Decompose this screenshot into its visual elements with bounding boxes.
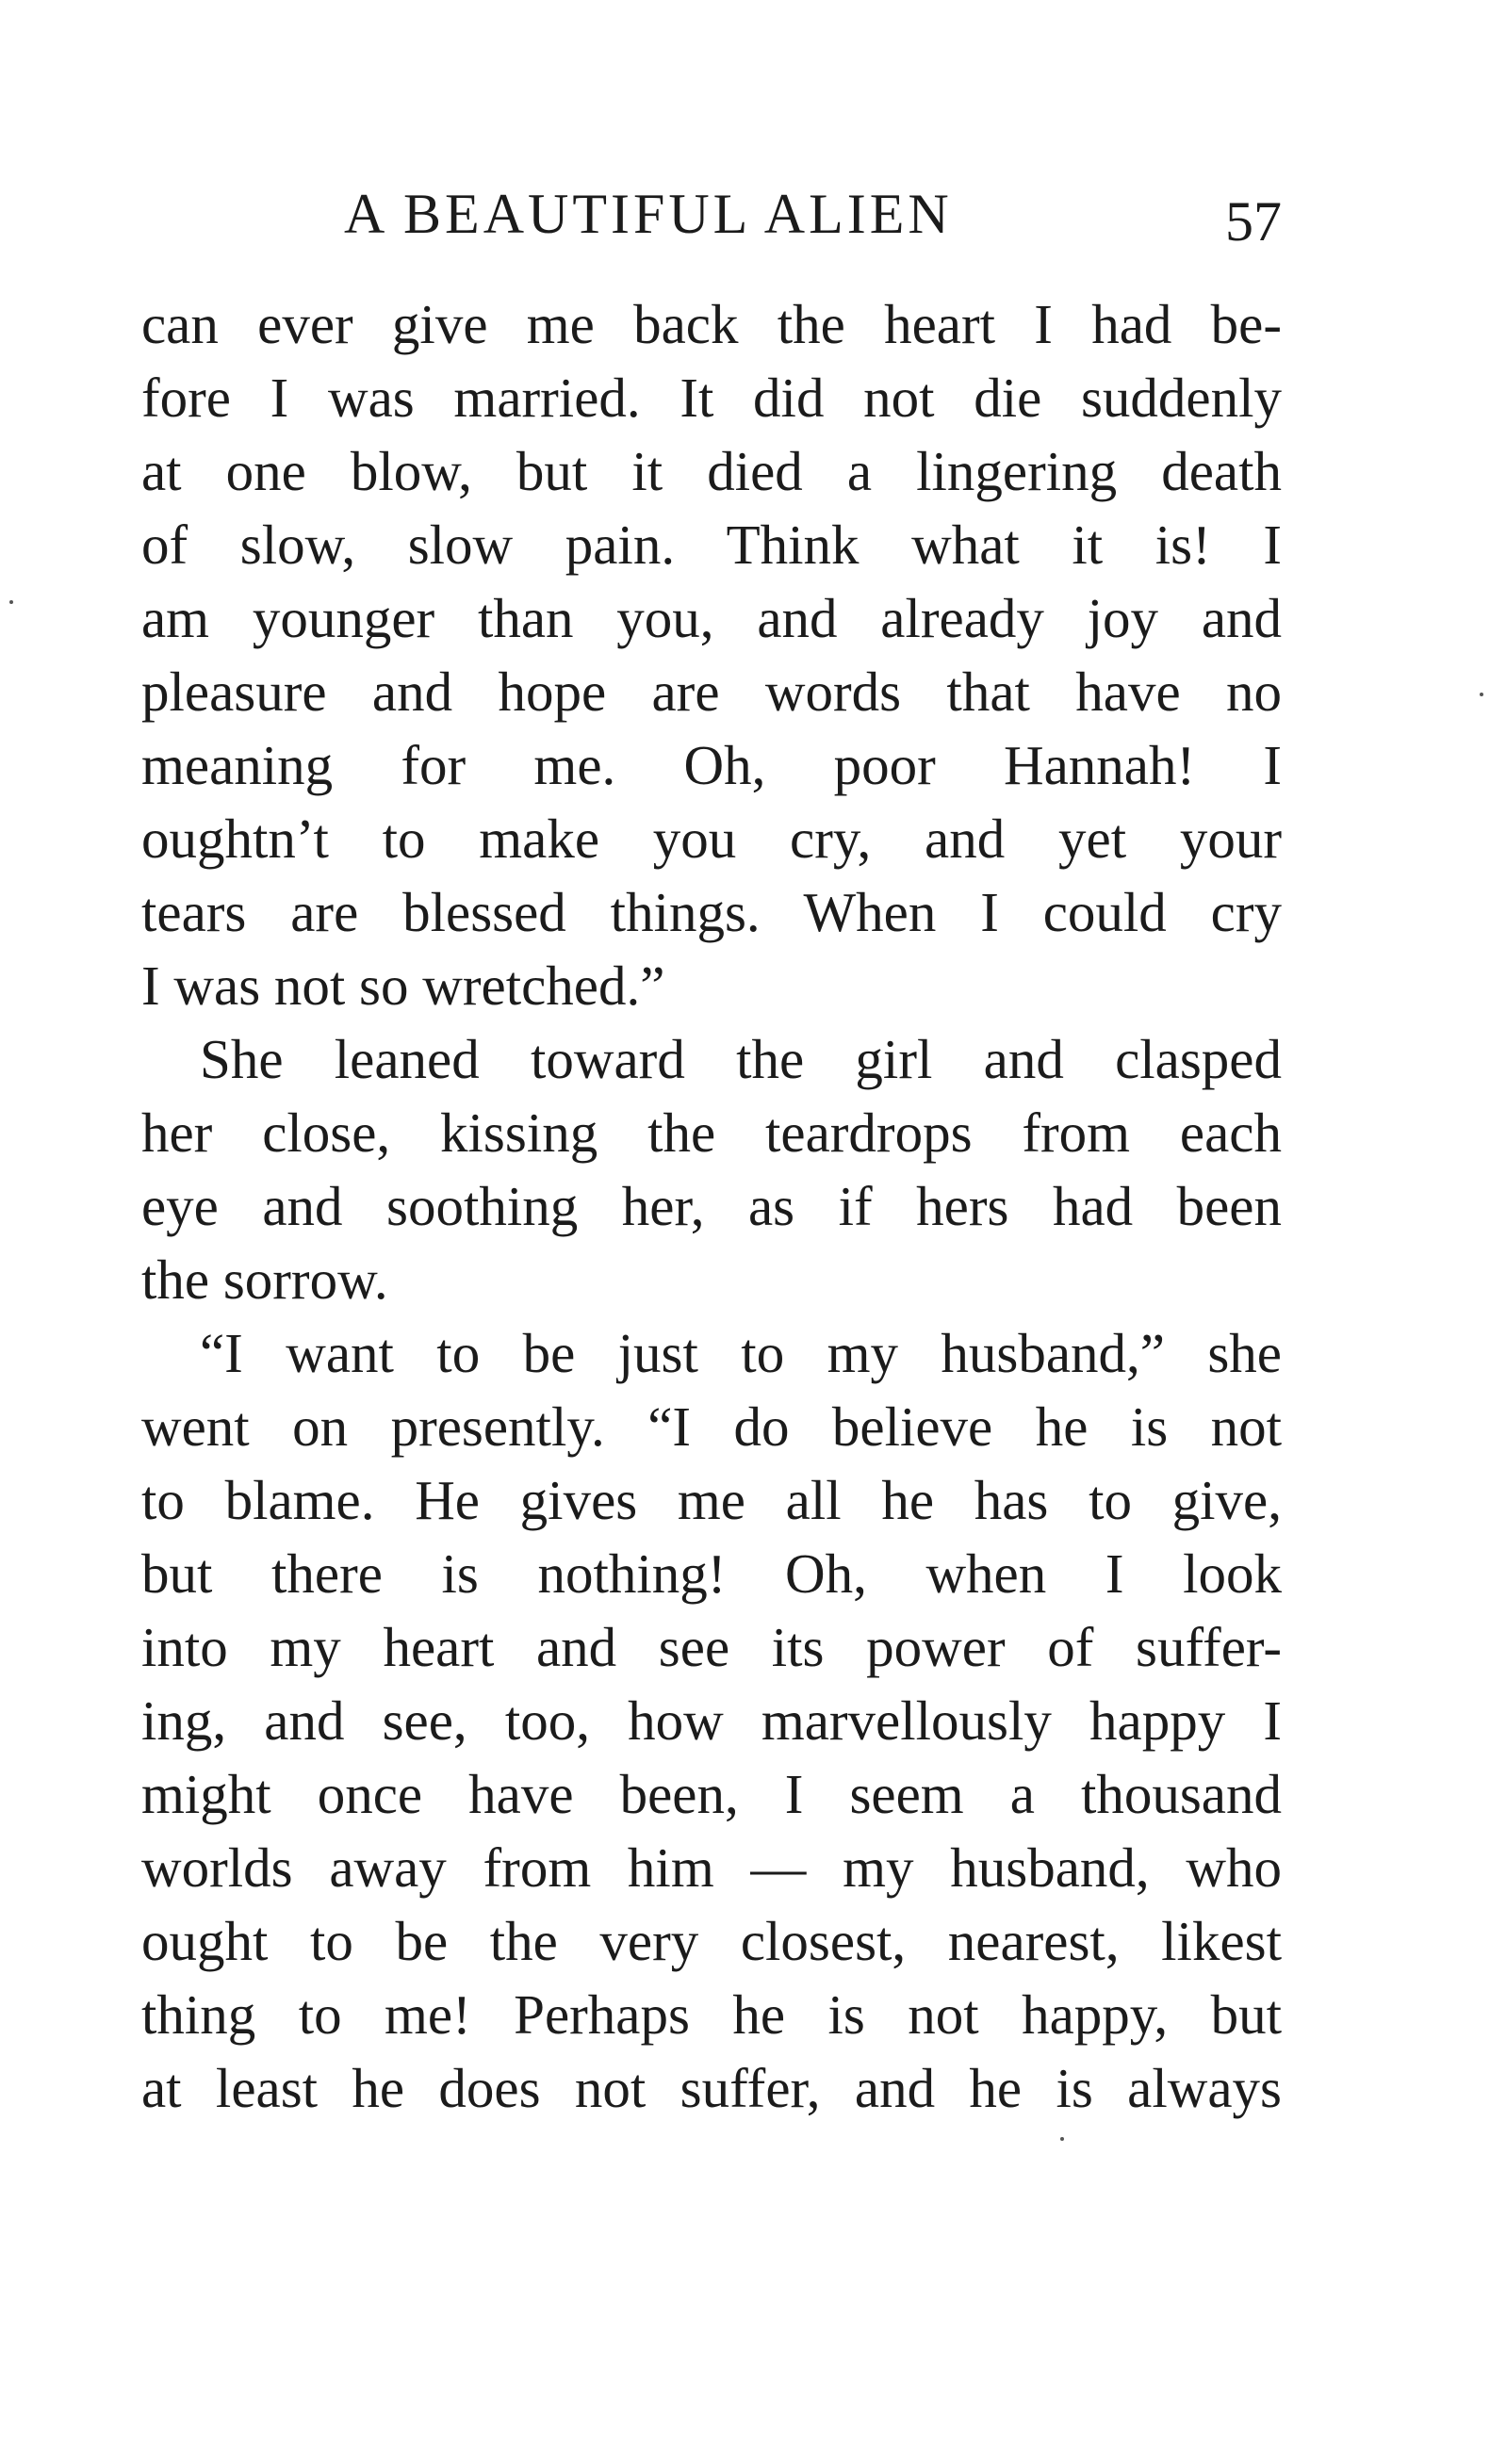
text-line: can ever give me back the heart I had be- <box>141 293 1282 355</box>
text-line: to blame. He gives me all he has to give, <box>141 1469 1282 1531</box>
text-line: at least he does not suffer, and he is always <box>141 2057 1282 2119</box>
text-line: “I want to be just to my husband,” she <box>200 1322 1282 1384</box>
text-line: into my heart and see its power of suffer- <box>141 1616 1282 1678</box>
text-line: worlds away from him — my husband, who <box>141 1836 1282 1899</box>
text-line: at one blow, but it died a lingering death <box>141 440 1282 502</box>
text-line: went on presently. “I do believe he is not <box>141 1395 1282 1458</box>
text-line: am younger than you, and already joy and <box>141 587 1282 649</box>
text-line: pleasure and hope are words that have no <box>141 661 1282 723</box>
paper-speck <box>9 600 13 604</box>
body-text <box>141 287 1282 2125</box>
text-line: but there is nothing! Oh, when I look <box>141 1542 1282 1605</box>
text-line: ing, and see, too, how marvellously happy I <box>141 1689 1282 1752</box>
text-line: meaning for me. Oh, poor Hannah! I <box>141 734 1282 796</box>
text-line: tears are blessed things. When I could cry <box>141 881 1282 943</box>
text-line: ought to be the very closest, nearest, likest <box>141 1910 1282 1972</box>
text-line: thing to me! Perhaps he is not happy, but <box>141 1983 1282 2046</box>
running-head <box>141 181 1282 253</box>
paper-speck <box>1480 693 1483 696</box>
text-line: might once have been, I seem a thousand <box>141 1763 1282 1825</box>
paper-speck <box>1060 2137 1064 2141</box>
text-line: I was not so wretched.” <box>141 955 665 1017</box>
text-line: her close, kissing the teardrops from each <box>141 1101 1282 1164</box>
text-line: eye and soothing her, as if hers had been <box>141 1175 1282 1237</box>
text-line: the sorrow. <box>141 1248 388 1311</box>
text-line: of slow, slow pain. Think what it is! I <box>141 514 1282 576</box>
page-number: 57 <box>1225 190 1282 253</box>
text-line: fore I was married. It did not die suddenly <box>141 367 1282 429</box>
running-title: A BEAUTIFUL ALIEN <box>344 183 953 245</box>
text-line: oughtn’t to make you cry, and yet your <box>141 808 1282 870</box>
text-line: She leaned toward the girl and clasped <box>200 1028 1282 1090</box>
